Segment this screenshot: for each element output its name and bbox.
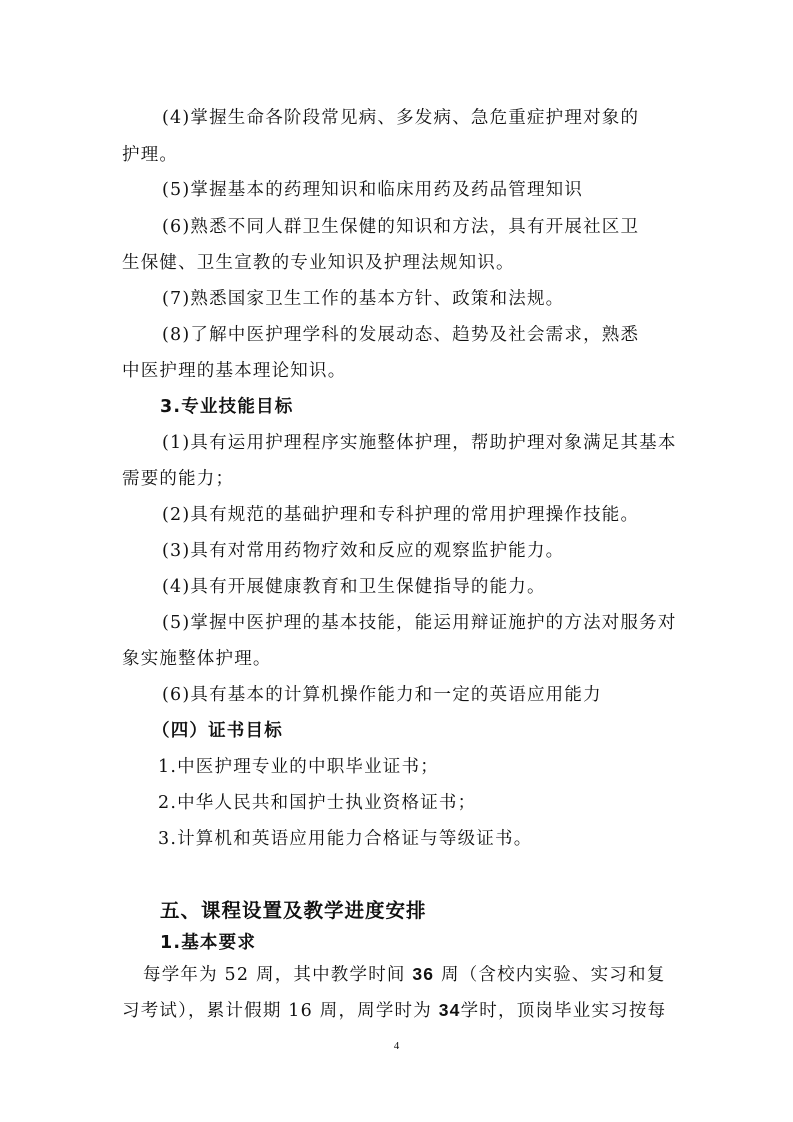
certificate-item-3: 3.计算机和英语应用能力合格证与等级证书。 <box>158 829 533 849</box>
skill-item-4: (4)具有开展健康教育和卫生保健指导的能力。 <box>162 577 546 597</box>
skills-heading: 3.专业技能目标 <box>160 397 294 417</box>
knowledge-item-4-line1: (4)掌握生命各阶段常见病、多发病、急危重症护理对象的 <box>162 108 640 128</box>
section5-paragraph-line1 <box>143 962 665 987</box>
page-number: 4 <box>393 1040 400 1052</box>
para1-text-a: 每学年为 52 周，其中教学时间 <box>143 965 413 985</box>
skill-item-3: (3)具有对常用药物疗效和反应的观察监护能力。 <box>162 541 565 561</box>
para2-text-a: 习考试），累计假期 16 周，周学时为 <box>122 1001 439 1021</box>
knowledge-item-6-line1: (6)熟悉不同人群卫生保健的知识和方法，具有开展社区卫 <box>162 217 640 237</box>
knowledge-item-5: (5)掌握基本的药理知识和临床用药及药品管理知识 <box>162 180 584 200</box>
section5-subheading: 1.基本要求 <box>160 933 257 953</box>
skill-item-1-line1: (1)具有运用护理程序实施整体护理，帮助护理对象满足其基本 <box>162 433 677 453</box>
teaching-weeks-value: 36 <box>412 964 435 984</box>
section5-heading: 五、课程设置及教学进度安排 <box>160 899 427 922</box>
section5-paragraph-line2 <box>122 998 666 1023</box>
knowledge-item-8-line2: 中医护理的基本理论知识。 <box>122 361 347 381</box>
para2-text-b: 学时，顶岗毕业实习按每 <box>460 1001 667 1021</box>
skill-item-5-line2: 象实施整体护理。 <box>122 649 272 669</box>
skill-item-5-line1: (5)掌握中医护理的基本技能，能运用辩证施护的方法对服务对 <box>162 613 677 633</box>
knowledge-item-4-line2: 护理。 <box>122 145 179 165</box>
skill-item-1-line2: 需要的能力； <box>122 469 235 489</box>
weekly-hours-value: 34 <box>438 1000 461 1020</box>
skill-item-2: (2)具有规范的基础护理和专科护理的常用护理操作技能。 <box>162 505 640 525</box>
certificate-item-2: 2.中华人民共和国护士执业资格证书； <box>158 793 477 813</box>
certificate-item-1: 1.中医护理专业的中职毕业证书； <box>158 757 439 777</box>
certificates-heading: （四）证书目标 <box>152 721 283 741</box>
para1-text-b: 周（含校内实验、实习和复 <box>434 965 666 985</box>
knowledge-item-8-line1: (8)了解中医护理学科的发展动态、趋势及社会需求，熟悉 <box>162 325 640 345</box>
knowledge-item-7: (7)熟悉国家卫生工作的基本方针、政策和法规。 <box>162 289 565 309</box>
skill-item-6: (6)具有基本的计算机操作能力和一定的英语应用能力 <box>162 685 602 705</box>
knowledge-item-6-line2: 生保健、卫生宣教的专业知识及护理法规知识。 <box>122 253 515 273</box>
